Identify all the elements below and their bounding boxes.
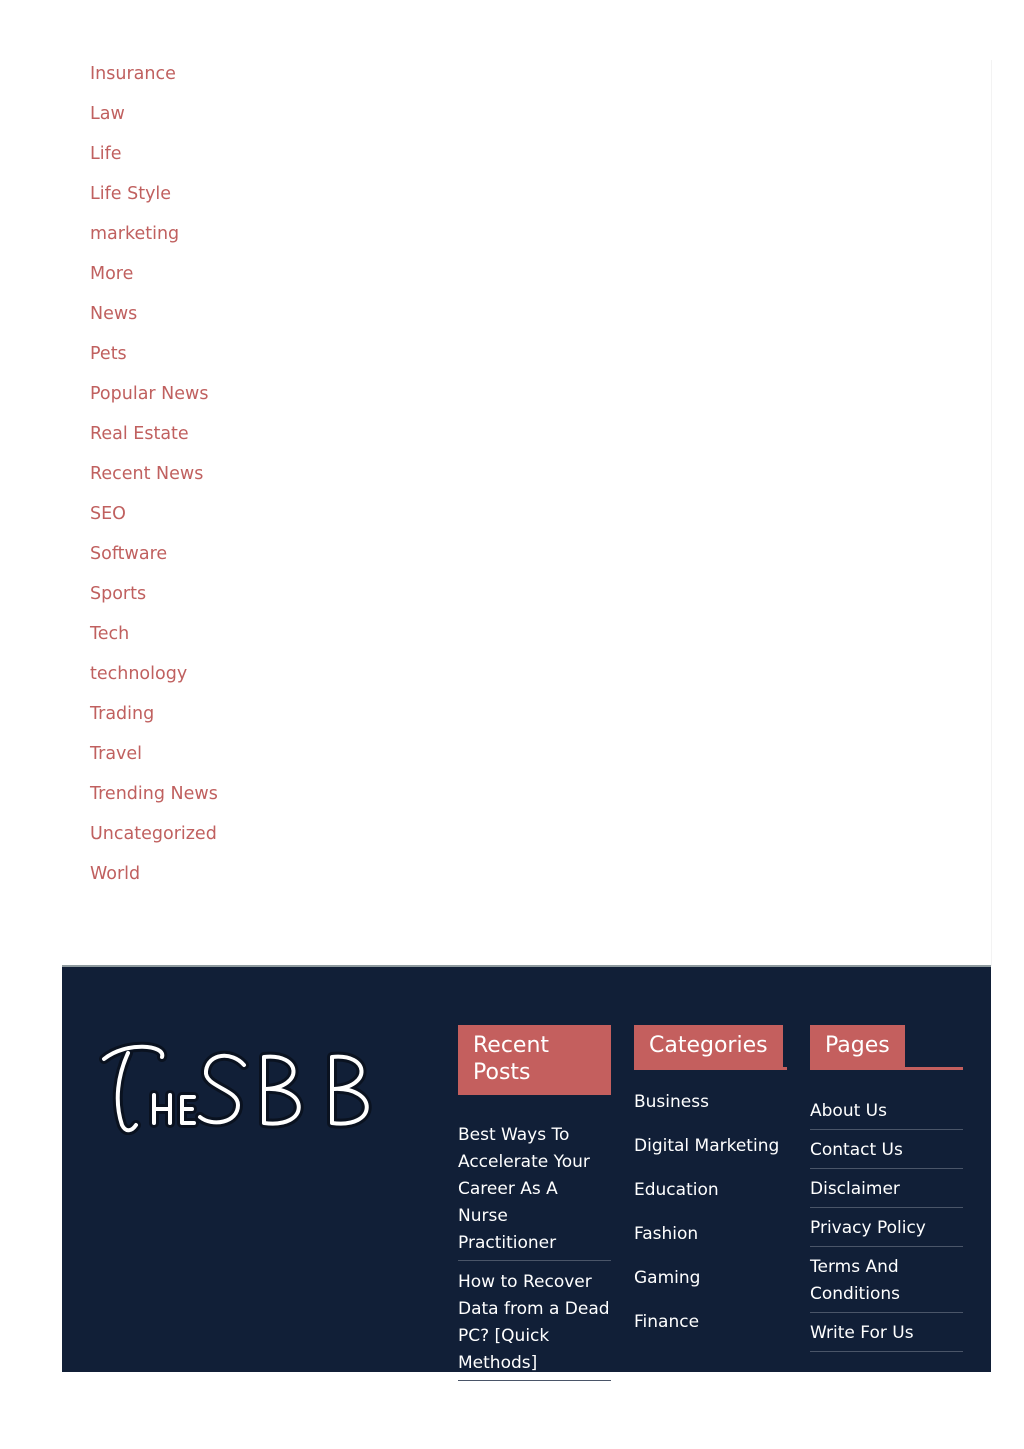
category-link-text[interactable]: SEO [90,504,126,524]
category-link-text[interactable]: Trending News [90,784,218,804]
pages-widget [810,1025,963,1352]
category-link-text[interactable]: Life [90,144,122,164]
pages-title: Pages [810,1025,905,1067]
footer-category-link[interactable]: Gaming [634,1268,701,1288]
category-link[interactable] [90,260,218,300]
category-link-text[interactable]: Travel [90,744,143,764]
category-link-text[interactable]: Real Estate [90,424,189,444]
category-link-text[interactable]: Tech [90,624,130,644]
category-link[interactable] [90,580,218,620]
footer-category-link[interactable]: Education [634,1180,719,1200]
page-link-disclaimer[interactable]: Disclaimer [810,1169,963,1208]
category-link[interactable] [90,620,218,660]
category-link-text[interactable]: Recent News [90,464,204,484]
category-link-text[interactable]: marketing [90,224,180,244]
recent-posts-list [458,1121,611,1381]
category-link[interactable] [90,660,218,700]
footer-category-list [634,1088,787,1352]
category-link-text[interactable]: Pets [90,344,127,364]
category-link-text[interactable]: Law [90,104,125,124]
category-link[interactable] [90,780,218,820]
category-link[interactable] [90,700,218,740]
category-link[interactable] [90,540,218,580]
category-link-text[interactable]: News [90,304,138,324]
category-link[interactable] [90,500,218,540]
category-link[interactable] [90,60,218,100]
category-link[interactable] [90,380,218,420]
widget-header [810,1025,963,1070]
category-link-text[interactable]: technology [90,664,188,684]
recent-post-link[interactable]: How to Recover Data from a Dead PC? [Quick Methods] [458,1261,611,1381]
category-link-text[interactable]: Sports [90,584,147,604]
category-link[interactable] [90,100,218,140]
category-link[interactable] [90,460,218,500]
category-link[interactable] [90,140,218,180]
recent-posts-title: Recent Posts [458,1025,611,1092]
category-link[interactable] [90,220,218,260]
page-link-contact[interactable]: Contact Us [810,1130,963,1169]
footer-category-link[interactable]: Business [634,1092,709,1112]
category-link-text[interactable]: Popular News [90,384,209,404]
recent-posts-widget [458,1025,611,1381]
widget-header [634,1025,787,1070]
page-link-write-for-us[interactable]: Write For Us [810,1313,963,1352]
footer-category-link[interactable]: Finance [634,1312,700,1332]
category-link[interactable] [90,180,218,220]
category-link-text[interactable]: Insurance [90,64,176,84]
category-list [90,60,218,900]
page-link-terms[interactable]: Terms And Conditions [810,1247,963,1313]
page-link-privacy[interactable]: Privacy Policy [810,1208,963,1247]
category-link-text[interactable]: World [90,864,141,884]
categories-title: Categories [634,1025,783,1067]
categories-widget [634,1025,787,1352]
category-link[interactable] [90,420,218,460]
category-link[interactable] [90,740,218,780]
footer-category-link[interactable]: Fashion [634,1224,699,1244]
category-link-text[interactable]: Life Style [90,184,172,204]
category-link-text[interactable]: Trading [90,704,155,724]
widget-header [458,1025,611,1095]
category-link-text[interactable]: Software [90,544,168,564]
category-link[interactable] [90,860,218,900]
recent-post-link[interactable]: Best Ways To Accelerate Your Career As A Nurse Practitioner [458,1121,611,1261]
category-link[interactable] [90,340,218,380]
category-link-text[interactable]: More [90,264,134,284]
footer-category-link[interactable]: Digital Marketing [634,1136,780,1156]
category-link[interactable] [90,300,218,340]
site-footer [62,965,991,1372]
page-link-about[interactable]: About Us [810,1096,963,1130]
category-link-text[interactable]: Uncategorized [90,824,217,844]
pages-list [810,1096,963,1352]
category-link[interactable] [90,820,218,860]
site-logo[interactable] [96,1039,414,1135]
